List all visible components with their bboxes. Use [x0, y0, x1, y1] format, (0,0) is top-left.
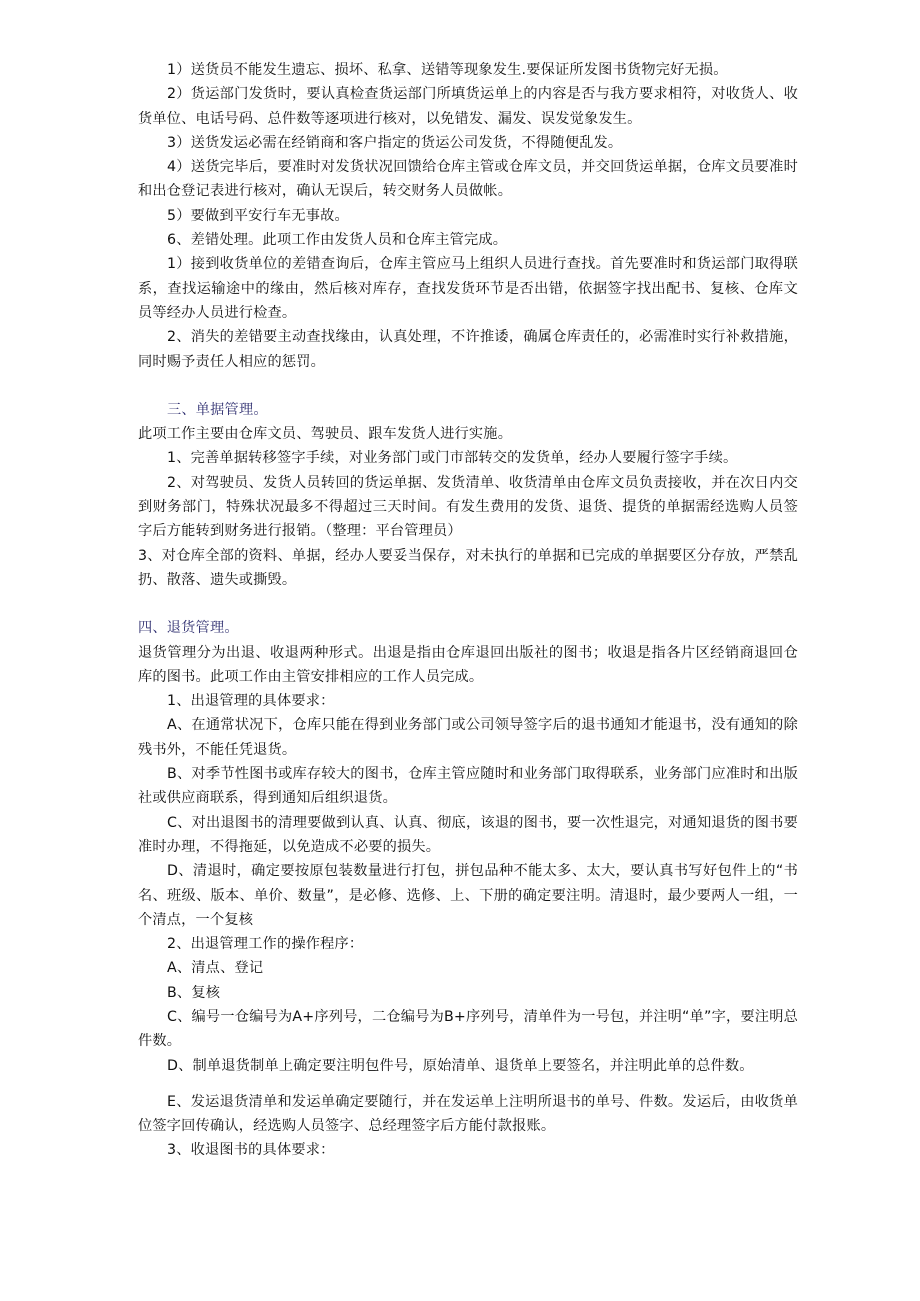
spacer	[138, 592, 798, 616]
paragraph: 退货管理分为出退、收退两种形式。出退是指由仓库退回出版社的图书；收退是指各片区经销商退回仓库的图书。此项工作由主管安排相应的工作人员完成。	[138, 644, 798, 685]
spacer	[138, 1078, 798, 1090]
paragraph: 4）送货完毕后，要准时对发货状况回馈给仓库主管或仓库文员，并交回货运单据，仓库文员要准时和出仓登记表进行核对，确认无误后，转交财务人员做帐。	[138, 159, 798, 200]
spacer	[138, 374, 798, 398]
section-heading: 三、单据管理。	[167, 401, 268, 418]
paragraph: 1、出退管理的具体要求：	[167, 693, 335, 710]
paragraph: C、编号一仓编号为A+序列号，二仓编号为B+序列号，清单件为一号包，并注明“单”字，要注明总件数。	[138, 1008, 798, 1050]
paragraph: 1、完善单据转移签字手续，对业务部门或门市部转交的发货单，经办人要履行签字手续。	[167, 450, 738, 467]
paragraph: 3、收退图书的具体要求：	[167, 1142, 335, 1159]
paragraph: 2、出退管理工作的操作程序：	[167, 936, 364, 953]
paragraph: 3、对仓库全部的资料、单据，经办人要妥当保存，对未执行的单据和已完成的单据要区分存放，严禁乱扔、散落、遗失或撕毁。	[138, 547, 798, 588]
paragraph: D、制单退货制单上确定要注明包件号，原始清单、退货单上要签名，并注明此单的总件数。	[167, 1057, 754, 1074]
paragraph: 2）货运部门发货时，要认真检查货运部门所填货运单上的内容是否与我方要求相符，对收货人、收货单位、电话号码、总件数等逐项进行核对，以免错发、漏发、误发觉象发生。	[138, 86, 798, 127]
paragraph: C、对出退图书的清理要做到认真、认真、彻底，该退的图书，要一次性退完，对通知退货的图书要准时办理，不得拖延，以免造成不必要的损失。	[138, 814, 798, 855]
paragraph: 6、差错处理。此项工作由发货人员和仓库主管完成。	[167, 232, 508, 249]
paragraph: 1）接到收货单位的差错查询后，仓库主管应马上组织人员进行查找。首先要准时和货运部门取得联系，查找运输途中的缘由，然后核对库存，查找发货环节是否出错，依据签字找出配书、复核、仓库文员等经办人员进行检查。	[138, 256, 798, 321]
paragraph: 此项工作主要由仓库文员、驾驶员、跟车发货人进行实施。	[138, 426, 513, 443]
paragraph: E、发运退货清单和发运单确定要随行，并在发运单上注明所退书的单号、件数。发运后，由收货单位签字回传确认，经选购人员签字、总经理签字后方能付款报账。	[138, 1093, 798, 1135]
paragraph: B、复核	[167, 984, 221, 1001]
paragraph: A、在通常状况下，仓库只能在得到业务部门或公司领导签字后的退书通知才能退书，没有通知的除残书外，不能任凭退货。	[138, 717, 798, 758]
paragraph: 3）送货发运必需在经销商和客户指定的货运公司发货，不得随便乱发。	[167, 134, 623, 151]
paragraph: 5）要做到平安行车无事故。	[167, 207, 349, 224]
paragraph: 2、对驾驶员、发货人员转回的货运单据、发货清单、收货清单由仓库文员负责接收，并在次日内交到财务部门，特殊状况最多不得超过三天时间。有发生费用的发货、退货、提货的单据需经选购人员签字后方能转到财务进行报销。（整理：平台管理员）	[138, 474, 798, 540]
section-heading: 四、退货管理。	[138, 620, 239, 637]
document-page	[138, 58, 798, 1163]
paragraph: B、对季节性图书或库存较大的图书，仓库主管应随时和业务部门取得联系，业务部门应准时和出版社或供应商联系，得到通知后组织退货。	[138, 766, 798, 807]
paragraph: 2、消失的差错要主动查找缘由，认真处理，不许推诿，确属仓库责任的，必需准时实行补救措施，同时赐予责任人相应的惩罚。	[138, 329, 798, 370]
paragraph: A、清点、登记	[167, 960, 264, 977]
paragraph: D、清退时，确定要按原包装数量进行打包，拼包品种不能太多、太大，要认真书写好包件上的“书名、班级、版本、单价、数量”，是必修、选修、上、下册的确定要注明。清退时，最少要两人一组，一个清点，一个复核	[138, 863, 798, 928]
paragraph: 1）送货员不能发生遗忘、损坏、私拿、送错等现象发生.要保证所发图书货物完好无损。	[167, 62, 728, 78]
